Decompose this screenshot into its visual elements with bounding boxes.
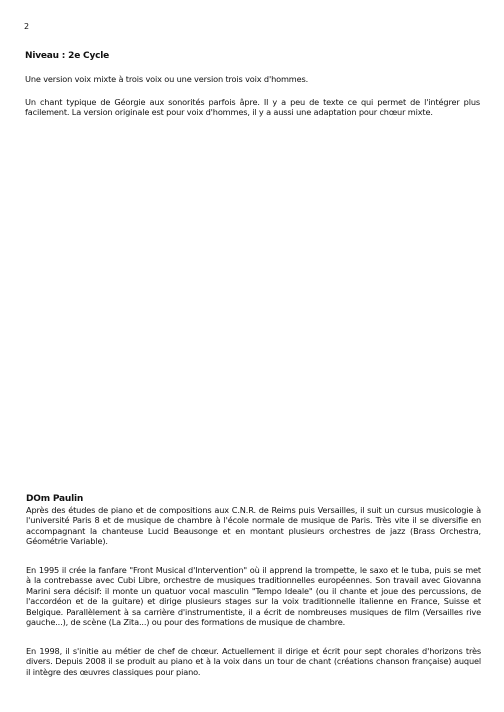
author-bio-paragraph: Après des études de piano et de compositions aux C.N.R. de Reims puis Versailles, il suit un cursus musicologie à l'université Paris 8 et de musique de chambre à l'école normale de musique de Paris. Très vite il se diversifie en accompagnant la chanteuse Lucid Beausonge et en montant plusieurs orchestres de jazz (Brass Orchestra, Géométrie Variable). [26, 505, 481, 547]
author-bio-paragraph: En 1995 il crée la fanfare "Front Musical d'Intervention" où il apprend la trompette, le saxo et le tuba, puis se met à la contrebasse avec Cubi Libre, orchestre de musiques traditionnelles européennes. Son travail avec Giovanna Marini sera décisif: il monte un quatuor vocal masculin "Tempo Ideale" (ou il chante et joue des percussions, de l'accordéon et de la guitare) et dirige plusieurs stages sur la voix traditionnelle italienne en France, Suisse et Belgique. Parallèlement à sa carrière d'instrumentiste, il a écrit de nombreuses musiques de film (Versailles rive gauche...), de scène (La Zita...) ou pour des formations de musique de chambre. [26, 565, 481, 628]
level-paragraph: Une version voix mixte à trois voix ou une version trois voix d'hommes. [25, 74, 309, 84]
level-heading: Niveau : 2e Cycle [25, 51, 110, 61]
author-bio-paragraph: En 1998, il s'initie au métier de chef de chœur. Actuellement il dirige et écrit pour sept chorales d'horizons très divers. Depuis 2008 il se produit au piano et à la voix dans un tour de chant (créations chanson française) auquel il intègre des œuvres classiques pour piano. [26, 646, 481, 677]
level-paragraph: Un chant typique de Géorgie aux sonorités parfois âpre. Il y a peu de texte ce qui permet de l'intégrer plus facilement. La version originale est pour voix d'hommes, il y a aussi une adaptation pour chœur mixte. [25, 97, 480, 118]
author-heading: DOm Paulin [26, 494, 84, 504]
page-number: 2 [24, 22, 30, 31]
